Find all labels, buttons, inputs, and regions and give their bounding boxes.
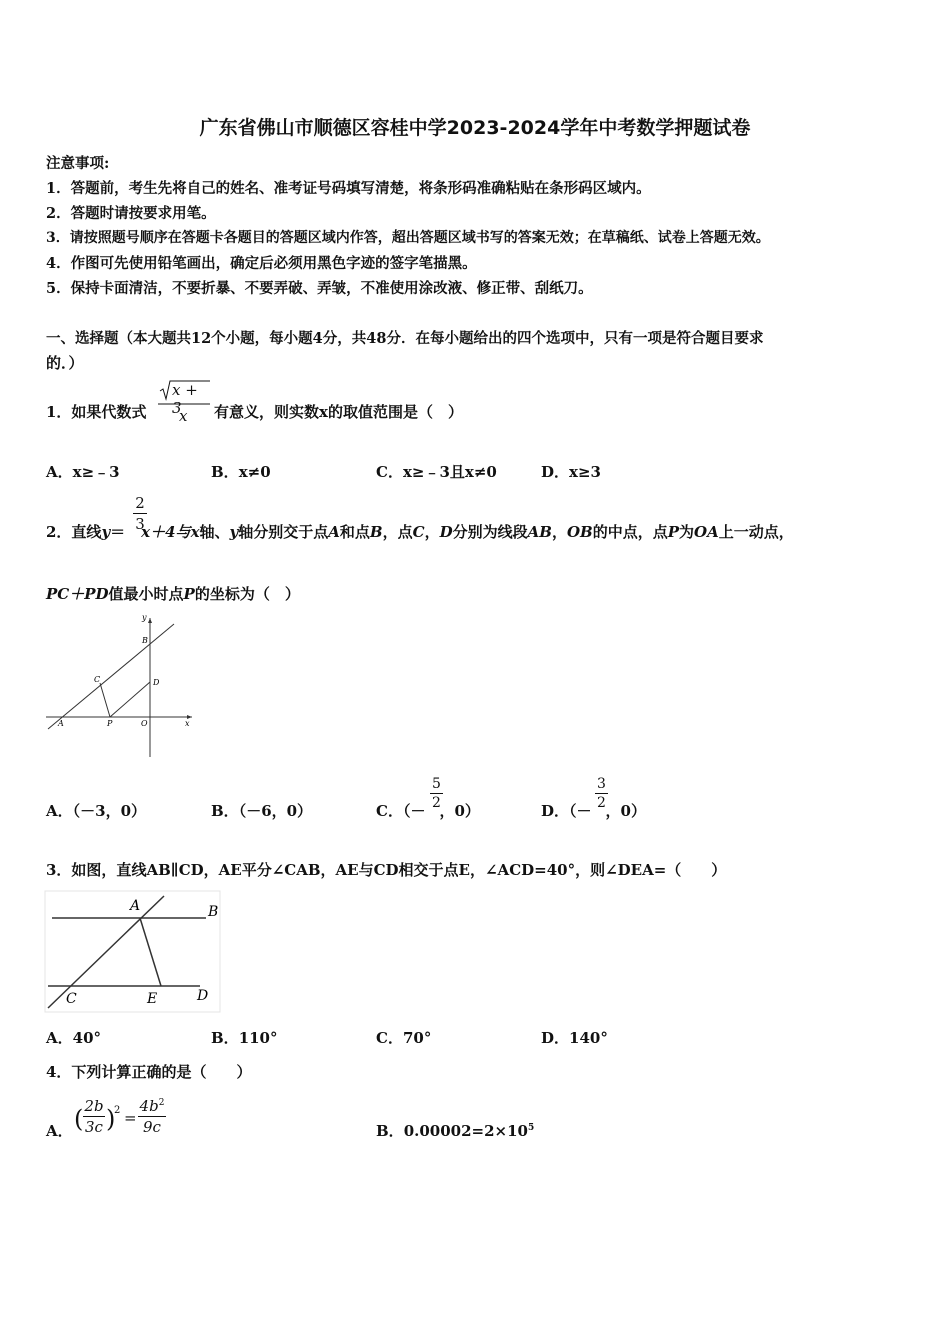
q4-option-b: B．$0.00002=2\times 10^5$ bbox=[376, 1122, 535, 1140]
q3-option-b: B．110° bbox=[211, 1029, 278, 1047]
q1-radicand: x + 3 bbox=[172, 381, 198, 417]
page-title: 广东省佛山市顺德区容桂中学2023-2024学年中考数学押题试卷 bbox=[199, 117, 751, 139]
q3-option-a: A．40° bbox=[46, 1029, 102, 1047]
section-heading: 一、选择题（本大题共12个小题，每小题4分，共48分．在每小题给出的四个选项中，只有一项是符合题目要求 bbox=[46, 330, 764, 347]
section-heading-cont: 的．） bbox=[46, 354, 84, 372]
q2-option-a: A．（－3，0） bbox=[46, 802, 147, 820]
label-a: A bbox=[130, 898, 141, 914]
q1-option-b: B．x≠0 bbox=[211, 463, 271, 481]
q2-stem-line2: PC＋PD值最小时点P的坐标为（ ） bbox=[46, 585, 300, 603]
label-c: C bbox=[94, 675, 101, 684]
notes-header: 注意事项: bbox=[46, 155, 110, 172]
note-item: 2．答题时请按要求用笔。 bbox=[46, 205, 216, 222]
label-d: D bbox=[153, 678, 160, 687]
q4-left-exponent: 2 bbox=[114, 1105, 121, 1116]
q2-option-c: C．（－ ，0） bbox=[376, 802, 480, 820]
q4-stem: 4．下列计算正确的是（ ） bbox=[46, 1063, 252, 1081]
q2-option-c-fraction: 5 2 bbox=[430, 776, 443, 811]
q3-option-d: D．140° bbox=[541, 1029, 608, 1047]
label-b: B bbox=[142, 636, 148, 645]
q3-stem: 3．如图，直线AB∥CD，AE平分∠CAB，AE与CD相交于点E，∠ACD=40°，则∠DEA=（ ） bbox=[46, 861, 727, 879]
label-o: O bbox=[141, 719, 148, 728]
y-axis-arrow-icon bbox=[148, 618, 152, 623]
q3-figure bbox=[44, 890, 222, 1014]
segment-ae bbox=[140, 918, 161, 986]
q2-option-d-fraction: 3 2 bbox=[595, 776, 608, 811]
q4-left-fraction: 2b 3c bbox=[84, 1097, 104, 1136]
label-x: x bbox=[185, 719, 190, 728]
q1-option-a: A．x≥﹣3 bbox=[46, 463, 120, 481]
note-item: 5．保持卡面清洁，不要折暴、不要弄破、弄皱，不准使用涂改液、修正带、刮纸刀。 bbox=[46, 280, 593, 297]
label-y: y bbox=[142, 613, 147, 622]
q1-prefix: 1．如果代数式 bbox=[46, 403, 147, 421]
q1-suffix: 有意义，则实数x的取值范围是（ ） bbox=[214, 403, 463, 421]
q4-equals: = bbox=[124, 1109, 137, 1127]
label-d: D bbox=[197, 988, 209, 1004]
label-a: A bbox=[58, 719, 64, 728]
q3-option-c: C．70° bbox=[376, 1029, 432, 1047]
q2-slope-fraction: 2 3 bbox=[133, 494, 147, 533]
q1-option-c: C．x≥﹣3且x≠0 bbox=[376, 463, 497, 481]
q4-option-a-label: A． bbox=[46, 1122, 73, 1140]
q2-option-d: D．（－ ，0） bbox=[541, 802, 646, 820]
line-ab bbox=[48, 624, 174, 729]
note-item: 3．请按照题号顺序在答题卡各题目的答题区域内作答，超出答题区域书写的答案无效；在草稿纸、试卷上答题无效。 bbox=[46, 230, 770, 246]
segment-cp bbox=[100, 683, 110, 717]
q4-right-fraction: $4b^2$ 9c bbox=[139, 1097, 165, 1136]
q1-denominator: x bbox=[179, 407, 188, 425]
q4-option-a-expression: ( 2b 3c ) 2 = $4b^2$ 9c bbox=[74, 1097, 165, 1136]
q2-option-b: B．（－6，0） bbox=[211, 802, 313, 820]
q1-option-d: D．x≥3 bbox=[541, 463, 601, 481]
q1-fraction bbox=[156, 377, 212, 427]
label-c: C bbox=[66, 991, 77, 1007]
q2-stem-line1: 2．直线y＝ x＋4与x轴、y轴分别交于点A和点B，点C，D分别为线段AB，OB的中点，点P为OA上一动点， bbox=[46, 523, 794, 541]
note-item: 4．作图可先使用铅笔画出，确定后必须用黑色字迹的签字笔描黑。 bbox=[46, 255, 477, 272]
label-e: E bbox=[147, 991, 158, 1007]
segment-pd bbox=[110, 682, 150, 717]
label-p: P bbox=[107, 719, 113, 728]
label-b: B bbox=[208, 904, 219, 920]
q2-figure bbox=[44, 612, 196, 760]
note-item: 1．答题前，考生先将自己的姓名、准考证号码填写清楚，将条形码准确粘贴在条形码区域内。 bbox=[46, 180, 651, 197]
